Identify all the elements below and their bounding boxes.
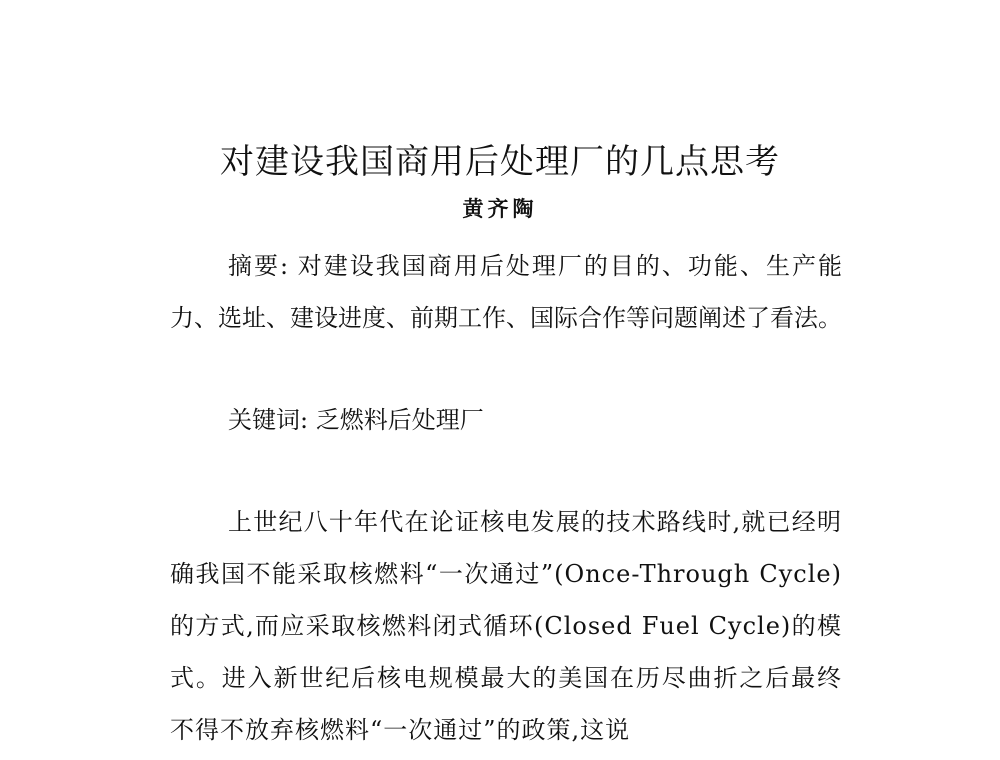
- abstract-paragraph: [170, 240, 842, 344]
- keywords-text: 乏燃料后处理厂: [315, 406, 484, 434]
- keywords-label: 关键词:: [228, 406, 309, 434]
- abstract-label: 摘要:: [228, 252, 289, 280]
- article-author: 黄齐陶: [462, 196, 538, 221]
- article-title: 对建设我国商用后处理厂的几点思考: [220, 142, 780, 182]
- abstract-text: 对建设我国商用后处理厂的目的、功能、生产能力、选址、建设进度、前期工作、国际合作等问题阐述了看法。: [170, 252, 842, 332]
- body-paragraph: 上世纪八十年代在论证核电发展的技术路线时,就已经明确我国不能采取核燃料“一次通过”(Once-Through Cycle)的方式,而应采取核燃料闭式循环(Closed Fuel Cycle)的模式。进入新世纪后核电规模最大的美国在历尽曲折之后最终不得不放弃核燃料“一次通过”的政策,这说: [170, 508, 842, 744]
- keywords-paragraph: [170, 394, 842, 446]
